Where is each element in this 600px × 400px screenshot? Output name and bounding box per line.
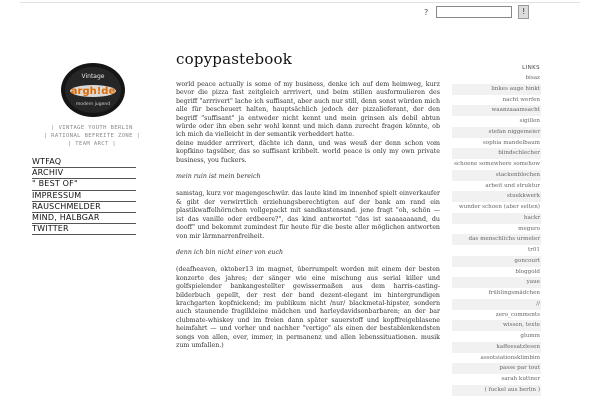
search-input[interactable] <box>436 6 512 18</box>
sidebar-link[interactable]: blindschlecher <box>452 148 541 159</box>
sidebar-link[interactable]: tr01 <box>527 247 540 253</box>
sidebar-link[interactable]: assotsiationsklimbim <box>480 354 540 361</box>
sidebar-link[interactable]: schoene somewhere somehow <box>454 161 540 167</box>
sidebar-link[interactable]: sigillen <box>519 118 540 124</box>
sidebar-link[interactable]: stackenblochen <box>452 170 541 181</box>
sidebar-link[interactable]: ( fuckel aus berlin ) <box>452 385 541 396</box>
logo-top-text: Vintage <box>81 73 105 80</box>
sidebar-link[interactable]: nacht werfen <box>502 96 540 103</box>
links-sidebar <box>452 64 541 396</box>
logo-main-text: argh!de <box>70 86 116 97</box>
sidebar-link[interactable]: glumm <box>520 333 540 339</box>
top-divider <box>20 2 580 3</box>
tagline-line: | TEAM ARCT | <box>67 141 117 147</box>
main-nav <box>32 157 136 235</box>
sidebar-link[interactable]: wissen, texte <box>452 320 541 331</box>
sidebar-link[interactable]: sophia mandelbaum <box>482 139 540 146</box>
sidebar-link[interactable]: bloggold <box>515 268 540 275</box>
sidebar-link[interactable]: wunder schoen (aber selten) <box>458 204 540 210</box>
post-caption: mein ruin ist mein bereich <box>176 173 261 181</box>
post-body <box>176 81 440 358</box>
sidebar-link[interactable]: sarah kuttner <box>501 376 540 382</box>
nav-item-twitter[interactable]: TWITTER <box>32 224 136 235</box>
sidebar-link[interactable]: zero_comments <box>495 311 540 318</box>
sidebar-link[interactable]: arbeit und struktur <box>485 182 540 189</box>
sidebar-link[interactable]: hackr <box>452 213 541 224</box>
sidebar-link[interactable]: // <box>452 299 541 310</box>
tagline-line: | RATIONAL BEFREITE ZONE | <box>43 133 141 139</box>
post-paragraph-text: deine mudder arrrivert, dächte ich dann, und was weuß der denn schon vom kopfkino tagsüber, das so suffisant kribbelt. world peace is only my own private business, you fuckers. <box>176 139 440 164</box>
sidebar-link[interactable]: goncourt <box>452 256 541 267</box>
sidebar-link[interactable]: yaue <box>452 277 541 288</box>
sidebar-link[interactable]: passe par tout <box>452 363 541 374</box>
search-button[interactable]: ! <box>518 5 529 19</box>
sidebar-link[interactable]: stuekkwerk <box>452 191 541 202</box>
post-paragraph <box>176 81 440 165</box>
sidebar-link[interactable]: linkes auge hinkt <box>452 84 541 95</box>
tagline-line: | VINTAGE YOUTH BERLIN <box>51 125 133 131</box>
nav-item-best-of[interactable]: " BEST OF" <box>32 179 136 190</box>
search-form <box>424 5 529 19</box>
links-heading: LINKS <box>522 65 540 71</box>
search-label: ? <box>424 7 429 17</box>
sidebar-link[interactable]: frühlingsmädchen <box>488 290 540 296</box>
post-paragraph: (deafheaven, oktober13 im magnet, überrumpelt worden mit einem der besten konzerte des jahres; der sänger wie eine mischung aus serial killer und golfspielender bankangestellter gewissermaßen aus dem harris-casting-bilderbuch gepellt, der rest der band dezent-elegant im hintergrundigen krachgarten kopfnickend; im publikum nicht /nur/ blackmetal-hipster, sondern auch staunende fragilkleine mädchen und harleydavidsonbarbaren; an der bar clubmate-whiskey und im freien dann später sauerstoff und kopffreigeblasene heimfahrt — und vorher und nachher "vertigo" als einen der bestablenkendsten songs von allen, ever, immer, in permanenz und allen lebenssituationen. musik zum umfallen.) <box>176 266 440 349</box>
site-logo[interactable] <box>60 62 126 118</box>
sidebar-link[interactable]: stefan niggemeier <box>452 127 541 138</box>
nav-item-mind-halbgar[interactable]: MIND, HALBGAR <box>32 213 136 224</box>
sidebar-link[interactable]: bisaz <box>525 75 540 81</box>
post-paragraph-text: world peace actually is some of my business, denke ich auf dem heimweg, kurz bevor die pizza fast zeitgleich arrrivert, und beim stillen ausformulieren des begriff "arrrivert" lache ich suffisant, aber auch nur still, denn sonst würden mich alle für bescheuert halten, hauptsächlich jedoch der pizzalieferant, der den begriff "suffisant" ja entweder nicht kennt und mein grinsen als debil abtun würde oder ihn eben sehr wohl kennt und mich dann zurecht fragen könnte, ob ich mich da vielleicht in der semantik verheddert hatte. <box>176 81 440 139</box>
nav-item-wtfaq[interactable]: WTFAQ <box>32 157 136 168</box>
site-tagline <box>18 124 166 148</box>
sidebar-link[interactable]: kaffeesatzlesen <box>452 342 541 353</box>
nav-item-impressum[interactable]: IMPRESSUM <box>32 191 136 202</box>
sidebar-link[interactable]: meguro <box>518 225 540 232</box>
sidebar-link[interactable]: das menschlichs urmeter <box>452 234 541 245</box>
nav-item-archiv[interactable]: ARCHIV <box>32 168 136 179</box>
sidebar-link[interactable]: waanzaaamsacht <box>452 105 541 116</box>
nav-item-rauschmelder[interactable]: RAUSCHMELDER <box>32 202 136 213</box>
post-title[interactable]: copypastebook <box>176 50 293 68</box>
post-paragraph: samstag, kurz vor magengeschwür. das laute kind im innenhof spielt einverkaufer & gibt der verwirrtlich erziehungsberechtigten auf der bank am rand ein plastikwaffelhörnchen vollgepackt mit sandkastensand. jene fragt "oh, schön — ist das vanille oder erdbeere?", das kind antwortet "das ist saaaaaaaand, du dooff" und bekommt zumindest für heute für die beste aller möglichen antworten von mir lärmnarrenfreiheit. <box>176 190 440 240</box>
post-caption: denn ich bin nicht einer von euch <box>176 248 284 256</box>
logo-bottom-text: modern jugend <box>75 102 111 107</box>
links-list <box>452 73 541 396</box>
